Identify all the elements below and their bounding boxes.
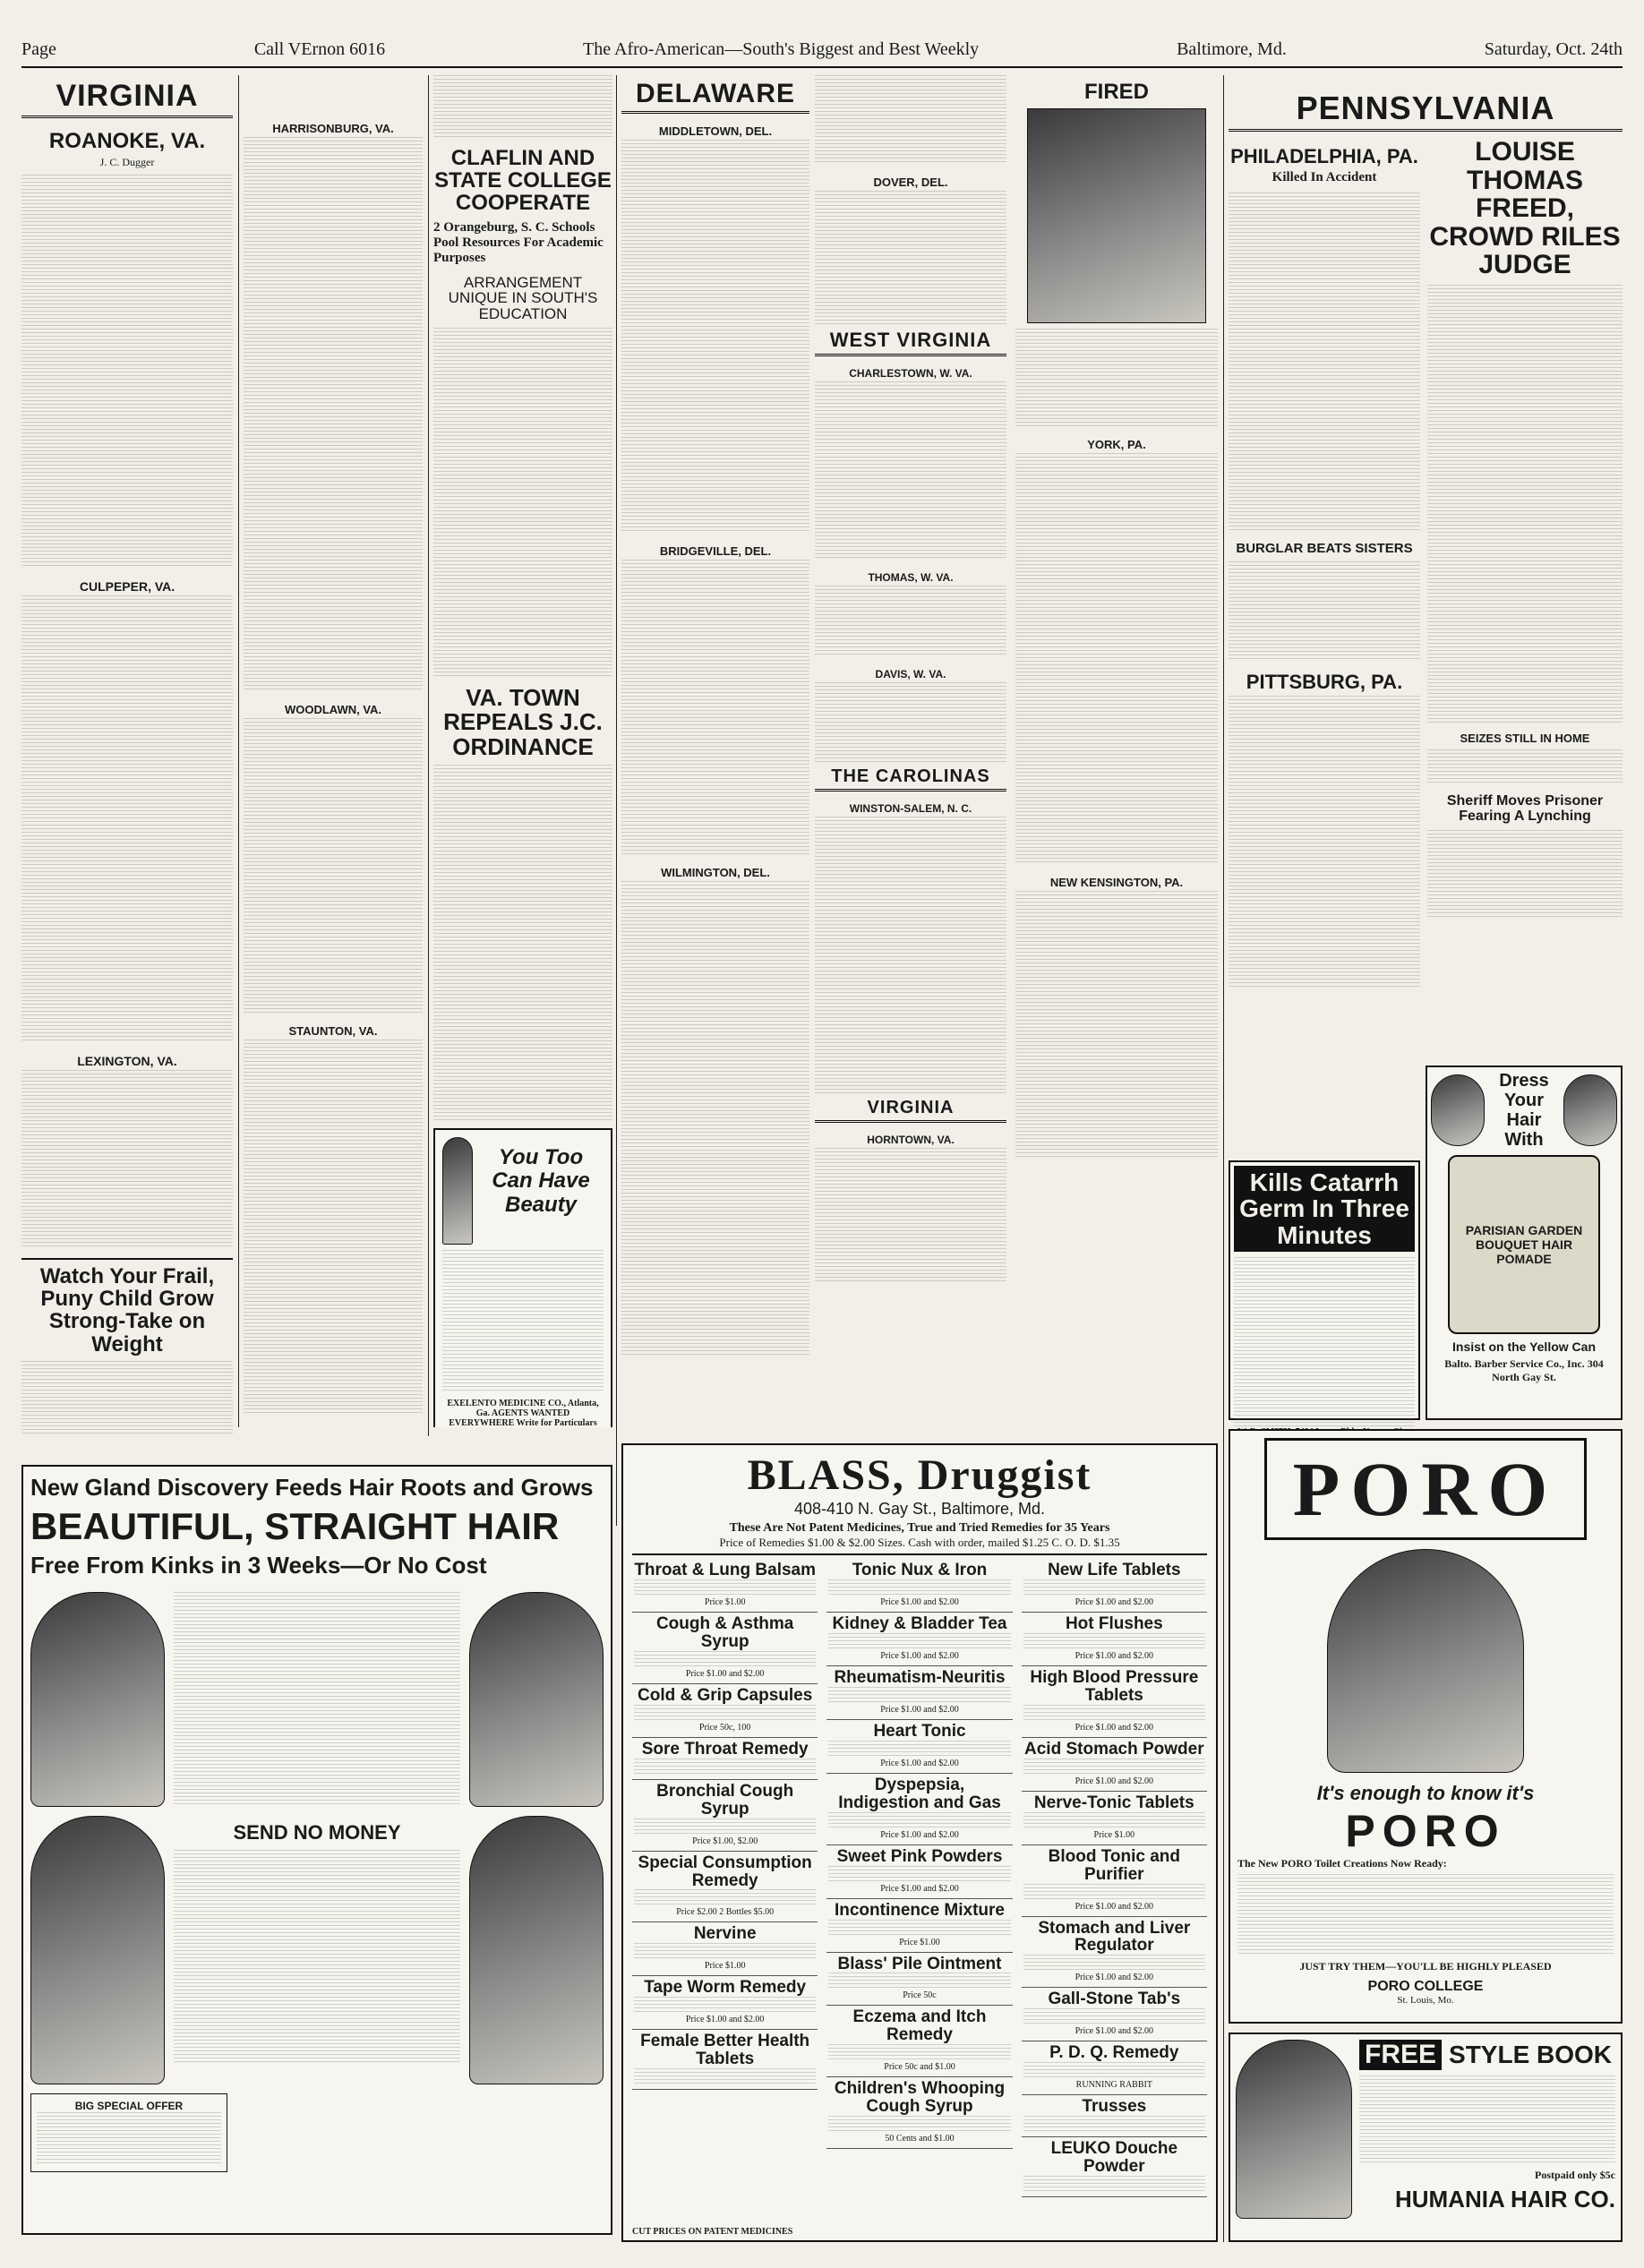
remedy-price: 50 Cents and $1.00 — [885, 2134, 955, 2144]
remedy-item — [632, 1852, 818, 1923]
article-text — [815, 191, 1006, 325]
remedy-description — [828, 1920, 1010, 1936]
article-text — [244, 718, 423, 1014]
paper-name: The Afro-American—South's Biggest and Best Weekly — [583, 39, 980, 59]
portrait-image — [1327, 1549, 1524, 1773]
caption-text — [1015, 329, 1218, 427]
remedy-item — [1022, 1845, 1207, 1917]
phone: Call VErnon 6016 — [253, 39, 386, 59]
remedy-item — [1022, 1559, 1207, 1613]
remedy-item — [632, 1559, 818, 1613]
remedy-name: Female Better Health Tablets — [640, 2032, 810, 2069]
column-rule — [616, 75, 617, 1526]
ad-company: HUMANIA HAIR CO. — [1394, 2186, 1615, 2212]
article-text — [815, 381, 1006, 561]
ad-title: You Too Can Have Beauty — [492, 1144, 590, 1217]
remedy-list — [632, 1559, 1207, 2197]
remedy-item — [1022, 1917, 1207, 1989]
remedy-price: Price $2.00 2 Bottles $5.00 — [676, 1907, 775, 1918]
ad-line: The New PORO Toilet Creations Now Ready: — [1237, 1857, 1447, 1870]
dateline: MIDDLETOWN, DEL. — [658, 124, 773, 138]
remedy-description — [634, 1997, 816, 2013]
portrait-image — [1027, 108, 1206, 323]
remedy-name: Stomach and Liver Regulator — [1038, 1918, 1191, 1956]
portrait-image — [1563, 1074, 1617, 1146]
ad-text — [21, 1361, 233, 1436]
remedy-price: Price $1.00 and $2.00 — [880, 1829, 959, 1840]
pomade-tin: PARISIAN GARDEN BOUQUET HAIR POMADE — [1448, 1155, 1600, 1334]
ad-catarrh — [1229, 1160, 1420, 1420]
remedy-description — [828, 1687, 1010, 1703]
article-text — [815, 586, 1006, 657]
article-text — [1229, 696, 1420, 989]
column-rule — [1223, 75, 1224, 2242]
remedy-price: Price $1.00 — [899, 1937, 940, 1947]
remedy-price: RUNNING RABBIT — [1075, 2080, 1152, 2091]
remedy-item — [632, 1922, 818, 1976]
article-text — [21, 175, 233, 569]
remedy-name: Tape Worm Remedy — [644, 1978, 807, 1998]
column-rule — [238, 75, 239, 1427]
remedy-description — [828, 1812, 1010, 1828]
ad-footer: EXELENTO MEDICINE CO., Atlanta, Ga. AGENTS WANTED EVERYWHERE Write for Particulars — [447, 1398, 599, 1427]
remedy-item — [826, 1899, 1012, 1953]
remedy-item — [632, 2030, 818, 2090]
headline: VA. TOWN REPEALS J.C. ORDINANCE — [443, 684, 603, 760]
remedy-description — [1023, 1884, 1205, 1900]
remedy-item — [1022, 1738, 1207, 1792]
dateline: YORK, PA. — [1087, 438, 1146, 452]
ad-text — [1234, 1257, 1415, 1427]
article-text — [1015, 453, 1218, 865]
article-text — [621, 140, 809, 534]
remedy-price: Price 50c — [903, 1990, 937, 2001]
remedy-item — [1022, 2095, 1207, 2137]
issue-date: Saturday, Oct. 24th — [1484, 39, 1623, 59]
ad-company: Balto. Barber Service Co., Inc. 304 North Gay St. — [1444, 1357, 1604, 1383]
after-image — [469, 1592, 604, 1807]
dateline: PHILADELPHIA, PA. — [1230, 145, 1418, 167]
subheadline: 2 Orangeburg, S. C. Schools Pool Resources For Academic Purposes — [433, 219, 604, 265]
remedy-item — [1022, 1988, 1207, 2041]
portrait-image — [442, 1137, 473, 1245]
column-virginia — [21, 75, 233, 1436]
remedy-price: Price $1.00 and $2.00 — [1075, 1901, 1154, 1912]
remedy-name: LEUKO Douche Powder — [1050, 2139, 1178, 2177]
article-text — [21, 1070, 233, 1249]
remedy-description — [828, 2044, 1010, 2060]
ad-text — [174, 1592, 460, 1807]
ad-text — [1237, 1874, 1614, 1955]
remedy-item — [632, 1976, 818, 2030]
remedy-item — [826, 1559, 1012, 1613]
state-heading: VIRGINIA — [815, 1094, 1006, 1123]
remedy-name: Eczema and Itch Remedy — [852, 2007, 987, 2045]
remedy-price: Price 50c and $1.00 — [884, 2062, 955, 2073]
dateline: DOVER, DEL. — [873, 175, 948, 189]
remedy-name: New Life Tablets — [1048, 1561, 1181, 1579]
remedy-item — [632, 1613, 818, 1684]
ad-text — [442, 1250, 604, 1393]
remedy-name: High Blood Pressure Tablets — [1030, 1667, 1199, 1705]
remedy-description — [634, 1943, 816, 1959]
remedy-price: Price $1.00 and $2.00 — [1075, 2026, 1154, 2037]
ad-text — [174, 1850, 460, 2065]
remedy-item — [1022, 2137, 1207, 2197]
remedy-name: Special Consumption Remedy — [638, 1853, 812, 1890]
remedy-item — [1022, 2041, 1207, 2095]
remedy-column — [632, 1559, 818, 2197]
remedy-name: Incontinence Mixture — [834, 1900, 1005, 1920]
remedy-description — [1023, 2176, 1205, 2192]
ad-city: St. Louis, Mo. — [1397, 1995, 1454, 2006]
remedy-item — [1022, 1613, 1207, 1666]
state-heading: VIRGINIA — [21, 75, 233, 118]
remedy-name: Blood Tonic and Purifier — [1048, 1846, 1181, 1884]
before-image — [30, 1592, 165, 1807]
state-heading: THE CAROLINAS — [815, 763, 1006, 792]
article-text — [621, 881, 809, 1356]
remedy-description — [828, 1973, 1010, 1989]
ad-title: Kills Catarrh Germ In Three Minutes — [1234, 1166, 1415, 1252]
remedy-description — [1023, 1955, 1205, 1971]
ad-postpaid: Postpaid only $5c — [1534, 2169, 1615, 2181]
remedy-description — [1023, 1705, 1205, 1721]
dateline: LEXINGTON, VA. — [77, 1054, 177, 1068]
remedy-description — [634, 1759, 816, 1775]
dateline: STAUNTON, VA. — [288, 1024, 378, 1038]
article-text — [1229, 561, 1420, 660]
dateline: HORNTOWN, VA. — [867, 1134, 955, 1146]
ad-title: BLASS, Druggist — [747, 1451, 1092, 1499]
dateline: THOMAS, W. VA. — [868, 571, 954, 584]
remedy-item — [826, 2077, 1012, 2149]
remedy-description — [828, 2116, 1010, 2132]
remedy-name: Throat & Lung Balsam — [634, 1561, 816, 1579]
remedy-description — [828, 1866, 1010, 1882]
remedy-name: Hot Flushes — [1065, 1613, 1163, 1633]
remedy-item — [826, 1666, 1012, 1720]
ad-tagline: These Are Not Patent Medicines, True and Tried Remedies for 35 Years — [729, 1521, 1110, 1535]
remedy-price: Price $1.00 and $2.00 — [1075, 1973, 1154, 1983]
remedy-name: Heart Tonic — [873, 1721, 966, 1741]
remedy-name: Nervine — [693, 1924, 757, 1944]
remedy-item — [632, 1780, 818, 1852]
remedy-name: Tonic Nux & Iron — [852, 1561, 988, 1579]
remedy-description — [1023, 1759, 1205, 1775]
remedy-name: Bronchial Cough Syrup — [656, 1781, 794, 1819]
page-label: Page — [21, 39, 56, 59]
remedy-name: Sore Throat Remedy — [641, 1739, 809, 1759]
remedy-price: Price $1.00 — [704, 1961, 746, 1972]
ad-blass-druggist — [621, 1443, 1218, 2242]
remedy-description — [1023, 2116, 1205, 2132]
headline: FIRED — [1084, 80, 1149, 104]
headline: LOUISE THOMAS FREED, CROWD RILES JUDGE — [1429, 137, 1621, 279]
portrait-image — [1236, 2040, 1352, 2219]
article-text — [1015, 891, 1218, 1160]
article-text — [433, 75, 612, 138]
remedy-item — [826, 2006, 1012, 2077]
remedy-name: Dyspepsia, Indigestion and Gas — [838, 1775, 1001, 1812]
ad-straight-hair — [21, 1465, 612, 2235]
dateline: CHARLESTOWN, W. VA. — [849, 367, 972, 380]
ad-tagline: It's enough to know it's — [1316, 1782, 1535, 1804]
remedy-name: Kidney & Bladder Tea — [832, 1613, 1007, 1633]
coupon-title: BIG SPECIAL OFFER — [74, 2100, 184, 2112]
headline: Sheriff Moves Prisoner Fearing A Lynching — [1446, 793, 1604, 824]
ad-headline: Watch Your Frail, Puny Child Grow Strong-Take on Weight — [21, 1258, 233, 1356]
ad-subtitle: Free From Kinks in 3 Weeks—Or No Cost — [30, 1552, 487, 1579]
remedy-item — [826, 1613, 1012, 1666]
article-text — [21, 595, 233, 1043]
column-fired — [1015, 75, 1218, 1436]
remedy-name: Sweet Pink Powders — [836, 1846, 1003, 1866]
portrait-image — [1431, 1074, 1485, 1146]
article-text — [815, 1148, 1006, 1282]
state-heading: DELAWARE — [621, 75, 809, 114]
masthead — [21, 32, 1623, 68]
ad-insist: Insist on the Yellow Can — [1452, 1339, 1596, 1354]
remedy-price: Price $1.00 and $2.00 — [685, 1668, 765, 1679]
remedy-price: Price $1.00 — [1093, 1829, 1135, 1840]
remedy-item — [826, 1953, 1012, 2007]
city: Baltimore, Md. — [1177, 39, 1287, 59]
dateline: WILMINGTON, DEL. — [661, 866, 770, 879]
remedy-description — [828, 1579, 1010, 1596]
article-text — [1427, 830, 1623, 920]
remedy-description — [1023, 2062, 1205, 2078]
remedy-name: Trusses — [1082, 2097, 1147, 2117]
dateline: DAVIS, W. VA. — [875, 668, 946, 680]
remedy-name: Blass' Pile Ointment — [837, 1954, 1002, 1973]
remedy-item — [826, 1845, 1012, 1899]
ad-title-main: BEAUTIFUL, STRAIGHT HAIR — [30, 1505, 560, 1547]
ad-pomade — [1426, 1066, 1623, 1420]
ad-prices: Price of Remedies $1.00 & $2.00 Sizes. Cash with order, mailed $1.25 C. O. D. $1.35 — [632, 1536, 1207, 1555]
ad-pleased: JUST TRY THEM—YOU'LL BE HIGHLY PLEASED — [1299, 1960, 1552, 1973]
ad-title: PORO — [1264, 1438, 1587, 1540]
remedy-price: Price $1.00 and $2.00 — [880, 1883, 959, 1894]
remedy-price: Price $1.00 and $2.00 — [1075, 1776, 1154, 1786]
dateline: CULPEPER, VA. — [79, 579, 176, 594]
remedy-price: Price $1.00 and $2.00 — [880, 1596, 959, 1607]
remedy-name: Nerve-Tonic Tablets — [1033, 1793, 1194, 1812]
column-delaware — [621, 75, 809, 1427]
column-rule — [428, 75, 429, 1436]
remedy-price: Price $1.00 and $2.00 — [685, 2015, 765, 2025]
article-text — [1229, 193, 1420, 533]
article-text — [815, 817, 1006, 1094]
send-no-money: SEND NO MONEY — [233, 1821, 401, 1844]
remedy-name: Gall-Stone Tab's — [1048, 1990, 1181, 2009]
remedy-name: Children's Whooping Cough Syrup — [834, 2079, 1006, 2117]
state-heading: PENNSYLVANIA — [1229, 86, 1623, 132]
column-west-virginia — [815, 75, 1006, 1436]
remedy-name: Cough & Asthma Syrup — [655, 1613, 794, 1651]
remedy-item — [826, 1720, 1012, 1774]
remedy-description — [1023, 1579, 1205, 1596]
remedy-description — [634, 1579, 816, 1596]
remedy-description — [828, 1741, 1010, 1757]
ad-beauty — [433, 1128, 612, 1427]
article-text — [244, 137, 423, 692]
article-text — [1427, 285, 1623, 723]
remedy-item — [1022, 1666, 1207, 1738]
portrait-image — [30, 1816, 165, 2084]
dateline: PITTSBURG, PA. — [1246, 670, 1403, 693]
ad-title: Dress Your Hair With — [1499, 1071, 1549, 1150]
headline: CLAFLIN AND STATE COLLEGE COOPERATE — [434, 146, 612, 216]
ad-free: FREE — [1359, 2040, 1442, 2070]
ad-poro — [1229, 1429, 1623, 2024]
headline: ARRANGEMENT UNIQUE IN SOUTH'S EDUCATION — [448, 273, 598, 323]
remedy-description — [634, 1819, 816, 1835]
article-text — [433, 765, 612, 1123]
remedy-price: Price $1.00 — [704, 1596, 746, 1607]
dateline: HARRISONBURG, VA. — [272, 122, 394, 135]
dateline: BRIDGEVILLE, DEL. — [659, 544, 772, 558]
column-thomas — [1427, 134, 1623, 1057]
dateline: ROANOKE, VA. — [48, 129, 206, 153]
remedy-description — [1023, 1812, 1205, 1828]
coupon[interactable] — [30, 2093, 227, 2172]
remedy-price: Price $1.00, $2.00 — [692, 1836, 758, 1846]
remedy-name: P. D. Q. Remedy — [1049, 2043, 1179, 2063]
remedy-description — [828, 1633, 1010, 1649]
article-text — [433, 328, 612, 677]
remedy-price: Price $1.00 and $2.00 — [880, 1758, 959, 1768]
ad-address: 408-410 N. Gay St., Baltimore, Md. — [793, 1500, 1046, 1518]
dateline: WOODLAWN, VA. — [284, 703, 382, 716]
remedy-description — [634, 2068, 816, 2084]
ad-title: New Gland Discovery Feeds Hair Roots and Grows — [30, 1474, 594, 1501]
remedy-price: Price $1.00 and $2.00 — [1075, 1722, 1154, 1733]
remedy-item — [632, 1684, 818, 1738]
ad-text — [1359, 2075, 1615, 2165]
ad-footer: CUT PRICES ON PATENT MEDICINES — [632, 2227, 793, 2237]
remedy-column — [1022, 1559, 1207, 2197]
article-text — [815, 75, 1006, 165]
dateline: NEW KENSINGTON, PA. — [1049, 876, 1184, 890]
article-text — [621, 560, 809, 855]
ad-college: PORO COLLEGE — [1367, 1979, 1484, 1994]
column-claflin — [433, 75, 612, 1427]
article-text — [1427, 749, 1623, 785]
state-heading: WEST VIRGINIA — [815, 325, 1006, 356]
headline: BURGLAR BEATS SISTERS — [1236, 541, 1413, 556]
column-harrisonburg — [244, 75, 423, 1436]
remedy-item — [1022, 1792, 1207, 1845]
ad-style-book — [1229, 2033, 1623, 2242]
remedy-price: Price $1.00 and $2.00 — [880, 1650, 959, 1661]
remedy-price: Price 50c, 100 — [698, 1722, 751, 1733]
remedy-item — [632, 1738, 818, 1780]
remedy-name: Acid Stomach Powder — [1024, 1739, 1204, 1759]
remedy-name: Cold & Grip Capsules — [638, 1685, 813, 1705]
ad-title: STYLE BOOK — [1449, 2041, 1613, 2068]
article-text — [815, 682, 1006, 763]
remedy-price: Price $1.00 and $2.00 — [1075, 1596, 1154, 1607]
article-text — [244, 1040, 423, 1416]
remedy-name: Rheumatism-Neuritis — [834, 1667, 1006, 1687]
remedy-description — [634, 1705, 816, 1721]
remedy-description — [634, 1889, 816, 1905]
ad-brand: PORO — [1345, 1806, 1506, 1856]
dateline: WINSTON-SALEM, N. C. — [849, 802, 972, 815]
remedy-description — [1023, 2008, 1205, 2024]
remedy-description — [1023, 1633, 1205, 1649]
remedy-price: Price $1.00 and $2.00 — [1075, 1650, 1154, 1661]
byline: J. C. Dugger — [99, 156, 155, 168]
remedy-item — [826, 1774, 1012, 1845]
remedy-price: Price $1.00 and $2.00 — [880, 1704, 959, 1715]
headline: SEIZES STILL IN HOME — [1460, 731, 1590, 745]
remedy-column — [826, 1559, 1012, 2197]
remedy-description — [634, 1651, 816, 1667]
subheadline: Killed In Accident — [1272, 170, 1377, 184]
column-pennsylvania — [1229, 75, 1420, 989]
coupon-text — [37, 2112, 221, 2166]
portrait-image — [469, 1816, 604, 2084]
